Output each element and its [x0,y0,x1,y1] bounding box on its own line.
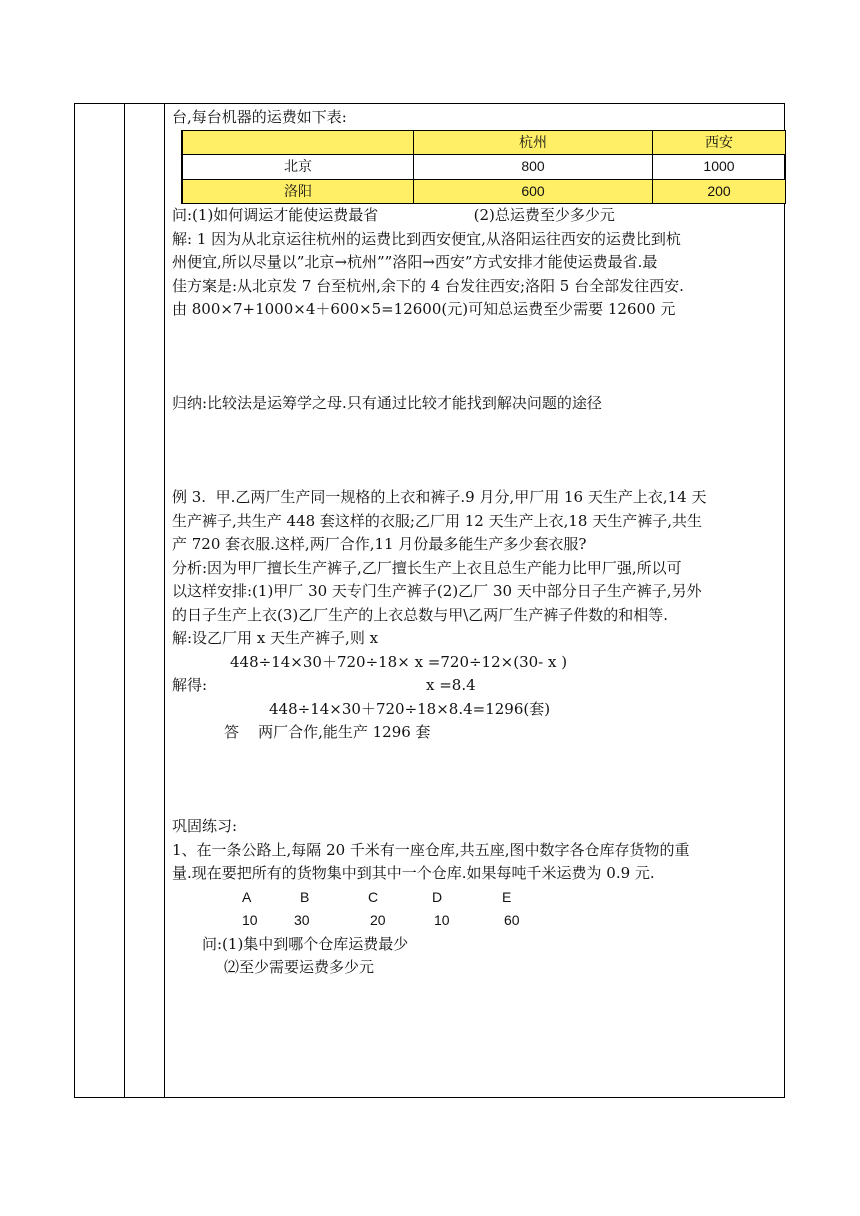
solve-row [172,674,784,698]
question-line: ⑵至少需要运费多少元 [224,958,375,976]
calculation: 448÷14×30＋720÷18×8.4=1296(套) [269,699,551,718]
warehouse-label: B [300,888,310,905]
shipping-cost-table [181,130,786,205]
table-header-row [182,130,786,155]
question-line: 问:(1)如何调运才能使运费最省 (2)总运费至少多少元 [172,206,615,224]
warehouse-label: C [368,888,379,905]
warehouse-value: 10 [242,912,258,928]
example-line: 产 720 套衣服.这样,两厂合作,11 月份最多能生产多少套衣服? [172,535,587,553]
warehouse-value: 20 [370,912,386,928]
analysis-line: 以这样安排:(1)甲厂 30 天专门生产裤子(2)乙厂 30 天中部分日子生产裤子,另外 [172,582,702,600]
equation: 448÷14×30＋720÷18× x =720÷12×(30- x ) [230,652,568,671]
table-cell: 200 [653,179,786,204]
solution-line: 由 800×7+1000×4＋600×5=12600(元)可知总运费至少需要 12600 元 [172,300,676,318]
table-row [182,155,786,180]
practice-line: 量.现在要把所有的货物集中到其中一个仓库.如果每吨千米运费为 0.9 元. [172,864,655,882]
table-cell: 800 [414,155,653,180]
question-line: 问:(1)集中到哪个仓库运费最少 [202,934,409,953]
warehouse-label: D [432,888,443,905]
table-cell: 1000 [653,155,786,180]
analysis-line: 的日子生产上衣(3)乙厂生产的上衣总数与甲\乙两厂生产裤子件数的和相等. [172,605,669,624]
content-cell [172,106,784,980]
warehouse-value: 60 [504,912,520,928]
column-divider-1 [124,103,125,1098]
answer: 答 两厂合作,能生产 1296 套 [224,723,431,741]
warehouse-value: 30 [294,912,310,928]
table-cell: 西安 [653,130,786,155]
table-cell [182,130,414,155]
practice-title: 巩固练习: [172,817,238,835]
table-cell: 洛阳 [182,179,414,204]
solution-line: 州便宜,所以尽量以”北京→杭州””洛阳→西安”方式安排才能使运费最省.最 [172,253,658,271]
solve-label: 解得: [172,676,208,694]
analysis-line: 分析:因为甲厂擅长生产裤子,乙厂擅长生产上衣且总生产能力比甲厂强,所以可 [172,558,682,577]
warehouse-label: E [502,888,512,905]
solution-line: 解: 1 因为从北京运往杭州的运费比到西安便宜,从洛阳运往西安的运费比到杭 [172,229,681,248]
solve-result: x =8.4 [426,676,476,694]
summary-text: 归纳:比较法是运筹学之母.只有通过比较才能找到解决问题的途径 [172,394,602,412]
table-cell: 600 [414,179,653,204]
practice-line: 1、在一条公路上,每隔 20 千米有一座仓库,共五座,图中数字各仓库存货物的重 [172,840,690,859]
solution-line: 佳方案是:从北京发 7 台至杭州,余下的 4 台发往西安;洛阳 5 台全部发往西安. [172,276,684,295]
warehouse-labels [172,886,784,910]
table-cell: 北京 [182,155,414,180]
example-line: 例 3. 甲.乙两厂生产同一规格的上衣和裤子.9 月分,甲厂用 16 天生产上衣,14 天 [172,488,707,506]
table-row [182,179,786,204]
solve-intro: 解:设乙厂用 x 天生产裤子,则 x [172,629,379,647]
intro-text: 台,每台机器的运费如下表: [172,108,347,126]
warehouse-value: 10 [434,912,450,928]
example-line: 生产裤子,共生产 448 套这样的衣服;乙厂用 12 天生产上衣,18 天生产裤子,共生 [172,511,703,530]
warehouse-values [172,909,784,933]
column-divider-2 [164,103,165,1098]
warehouse-label: A [242,888,252,905]
table-cell: 杭州 [414,130,653,155]
